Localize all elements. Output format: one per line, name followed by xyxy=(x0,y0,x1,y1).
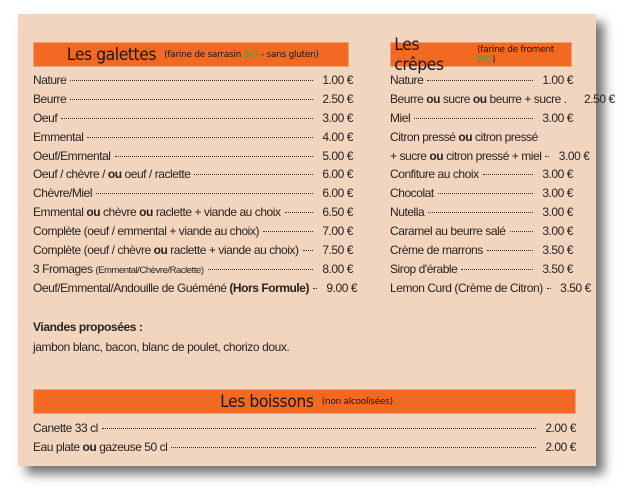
item-price: 2.50 € xyxy=(584,91,615,106)
dot-leader xyxy=(263,231,313,232)
item-name xyxy=(390,73,423,87)
item-name xyxy=(33,224,259,238)
menu-item xyxy=(390,186,573,205)
item-name-part: raclette + viande au choix) xyxy=(167,243,299,258)
item-price: 7.50 € xyxy=(322,243,353,258)
item-name-part: Beurre xyxy=(33,91,67,106)
item-name xyxy=(390,205,424,219)
dot-leader xyxy=(303,250,313,251)
item-price: 2.00 € xyxy=(545,421,576,435)
item-name-part: ou xyxy=(458,129,473,144)
galettes-list xyxy=(33,73,358,300)
item-name xyxy=(390,130,538,144)
dot-leader xyxy=(285,212,313,213)
item-price: 9.00 € xyxy=(326,280,358,295)
item-name xyxy=(390,224,506,238)
dot-leader xyxy=(194,174,313,175)
menu-item xyxy=(390,148,590,168)
item-name-part: Chocolat xyxy=(390,186,434,201)
item-name-part: Nature xyxy=(390,73,424,87)
item-name-part: Nutella xyxy=(390,205,425,220)
item-price: 2.50 € xyxy=(322,91,353,106)
item-name-part: Complète (oeuf / chèvre xyxy=(33,243,154,258)
dot-leader xyxy=(87,137,313,138)
item-name-part: citron pressé xyxy=(472,129,538,144)
menu-item xyxy=(390,73,573,92)
galettes-title: Les galettes xyxy=(67,44,157,65)
subtitle-text: - sans gluten) xyxy=(258,49,319,60)
dot-leader xyxy=(427,80,533,81)
menu-item xyxy=(33,149,353,168)
item-name-part: Beurre xyxy=(390,91,427,106)
subtitle-text: (farine de froment xyxy=(477,44,555,55)
item-name xyxy=(390,111,410,125)
menu-item xyxy=(33,421,576,440)
menu-card xyxy=(18,14,615,466)
item-name-part: Confiture au choix xyxy=(390,167,479,182)
bio-label: BIO xyxy=(477,54,493,65)
item-name-part: ou xyxy=(82,439,97,454)
menu-item xyxy=(390,91,615,111)
item-price: 3.50 € xyxy=(560,280,591,295)
menu-item xyxy=(390,224,573,243)
item-name xyxy=(390,167,479,181)
dot-leader xyxy=(510,231,534,232)
item-name-part: Lemon Curd (Crème de Citron) xyxy=(390,280,543,295)
item-price: 3.50 € xyxy=(542,261,573,276)
menu-item xyxy=(33,130,353,149)
item-name xyxy=(390,186,434,200)
boissons-title: Les boissons xyxy=(220,391,314,412)
menu-item xyxy=(33,440,576,459)
dot-leader xyxy=(115,156,313,157)
item-name xyxy=(33,281,309,295)
boissons-list xyxy=(33,421,576,459)
item-name-part: beurre + sucre . xyxy=(486,91,567,106)
item-name xyxy=(33,421,98,435)
item-name-part: Emmental xyxy=(33,129,84,144)
menu-item xyxy=(390,167,573,186)
dot-leader xyxy=(483,174,533,175)
item-name-part: 3 Fromages xyxy=(33,261,96,276)
dot-leader xyxy=(547,288,551,289)
item-name-part: Oeuf xyxy=(33,110,58,125)
item-name xyxy=(33,262,204,276)
dot-leader xyxy=(461,269,533,270)
menu-item xyxy=(390,205,573,224)
item-name xyxy=(390,281,543,295)
item-name xyxy=(390,262,457,276)
item-name-part: ou xyxy=(139,205,153,220)
item-price: 3.00 € xyxy=(542,186,573,201)
item-name-part: gazeuse 50 cl xyxy=(96,439,168,454)
dot-leader xyxy=(208,269,313,270)
dot-leader xyxy=(545,156,549,157)
item-name-part: oeuf / raclette xyxy=(121,167,191,182)
menu-item xyxy=(390,262,573,281)
item-price: 7.00 € xyxy=(322,224,353,239)
item-price: 1.00 € xyxy=(542,73,573,87)
item-price: 1.00 € xyxy=(322,73,353,87)
item-name xyxy=(33,243,299,257)
crepes-title: Les crêpes xyxy=(394,34,444,75)
menu-item xyxy=(390,111,573,130)
menu-item xyxy=(33,280,358,300)
item-name-part: ou xyxy=(472,91,487,106)
galettes-subtitle xyxy=(164,50,318,60)
menu-item xyxy=(33,111,353,130)
menu-item xyxy=(390,243,573,262)
item-name-part: sucre xyxy=(439,91,473,106)
menu-item xyxy=(33,167,353,186)
item-name-part: + sucre xyxy=(390,148,430,163)
item-name-part: raclette + viande au choix xyxy=(152,205,281,220)
dot-leader xyxy=(102,428,536,429)
boissons-subtitle: (non alcoolisées) xyxy=(321,396,393,407)
item-price: 3.00 € xyxy=(322,110,353,125)
dot-leader xyxy=(70,99,313,100)
item-name xyxy=(33,111,57,125)
item-name xyxy=(33,130,83,144)
crepes-subtitle xyxy=(477,45,571,65)
item-price: 3.00 € xyxy=(542,205,573,220)
item-name-part: Citron pressé xyxy=(390,129,459,144)
item-name-part: Oeuf/Emmental/Andouille de Guéméné xyxy=(33,280,230,295)
bio-label: BIO xyxy=(243,49,259,60)
item-name-part: Miel xyxy=(390,110,411,125)
item-price: 3.00 € xyxy=(542,167,573,182)
item-name-part: Oeuf / chèvre / xyxy=(33,167,108,182)
item-name xyxy=(33,73,66,87)
item-name-part: ou xyxy=(86,205,101,220)
dot-leader xyxy=(70,80,313,81)
item-price: 3.00 € xyxy=(542,224,573,239)
item-name-part: (Hors Formule) xyxy=(229,280,310,295)
item-name-part: Oeuf/Emmental xyxy=(33,148,111,163)
item-name-part: Emmental xyxy=(33,205,87,220)
item-price: 3.00 € xyxy=(558,148,590,163)
item-name xyxy=(33,92,66,106)
item-name xyxy=(33,186,92,200)
menu-item xyxy=(390,280,591,300)
item-name-part: (Emmental/Chèvre/Raclette) xyxy=(95,264,204,276)
item-name-part: chèvre xyxy=(100,205,140,220)
galettes-header xyxy=(33,42,349,67)
item-name xyxy=(390,92,567,106)
item-price: 3.50 € xyxy=(542,243,573,258)
item-name-part: ou xyxy=(153,243,168,258)
item-name xyxy=(33,167,190,181)
item-name-part: Sirop d'érable xyxy=(390,261,458,276)
item-price: 4.00 € xyxy=(322,129,353,144)
item-name-part: Canette 33 cl xyxy=(33,421,98,435)
item-price: 5.00 € xyxy=(322,148,353,163)
dot-leader xyxy=(313,288,317,289)
item-name-part: Caramel au beurre salé xyxy=(390,224,506,239)
viandes-title: Viandes proposées : xyxy=(33,320,143,334)
menu-item xyxy=(33,243,353,262)
menu-item xyxy=(390,130,573,149)
item-name-part: citron pressé + miel xyxy=(443,148,542,163)
menu-item xyxy=(33,92,353,111)
dot-leader xyxy=(438,193,533,194)
item-name-part: ou xyxy=(426,91,440,106)
crepes-list xyxy=(390,73,615,300)
dot-leader xyxy=(414,118,533,119)
boissons-header xyxy=(33,389,576,414)
item-price: 2.00 € xyxy=(545,439,576,454)
menu-item xyxy=(33,205,353,224)
menu-item xyxy=(33,262,353,281)
crepes-header xyxy=(390,34,572,75)
item-price: 8.00 € xyxy=(322,261,353,276)
item-name-part: Complète (oeuf / emmental + viande au choix) xyxy=(33,224,259,239)
dot-leader xyxy=(171,447,536,448)
item-price: 6.00 € xyxy=(322,186,353,201)
item-name-part: ou xyxy=(107,167,122,182)
item-name-part: Nature xyxy=(33,73,67,87)
menu-item xyxy=(33,73,353,92)
dot-leader xyxy=(428,212,533,213)
item-name xyxy=(33,205,281,219)
dot-leader xyxy=(96,193,313,194)
item-name-part: ou xyxy=(429,148,444,163)
item-name xyxy=(33,440,167,454)
item-name xyxy=(390,243,483,257)
dot-leader xyxy=(487,250,533,251)
item-name-part: Eau plate xyxy=(33,439,83,454)
menu-item xyxy=(33,186,353,205)
menu-item xyxy=(33,224,353,243)
subtitle-text: (farine de sarrasin xyxy=(164,49,244,60)
dot-leader xyxy=(61,118,313,119)
item-price: 3.00 € xyxy=(542,110,573,125)
item-price: 6.00 € xyxy=(322,167,353,182)
subtitle-text: ) xyxy=(492,54,496,65)
item-name-part: Chèvre/Miel xyxy=(33,186,93,201)
item-price: 6.50 € xyxy=(322,205,353,220)
item-name xyxy=(390,149,541,163)
item-name xyxy=(33,149,111,163)
item-name-part: Crème de marrons xyxy=(390,243,483,258)
viandes-text: jambon blanc, bacon, blanc de poulet, chorizo doux. xyxy=(33,340,290,354)
